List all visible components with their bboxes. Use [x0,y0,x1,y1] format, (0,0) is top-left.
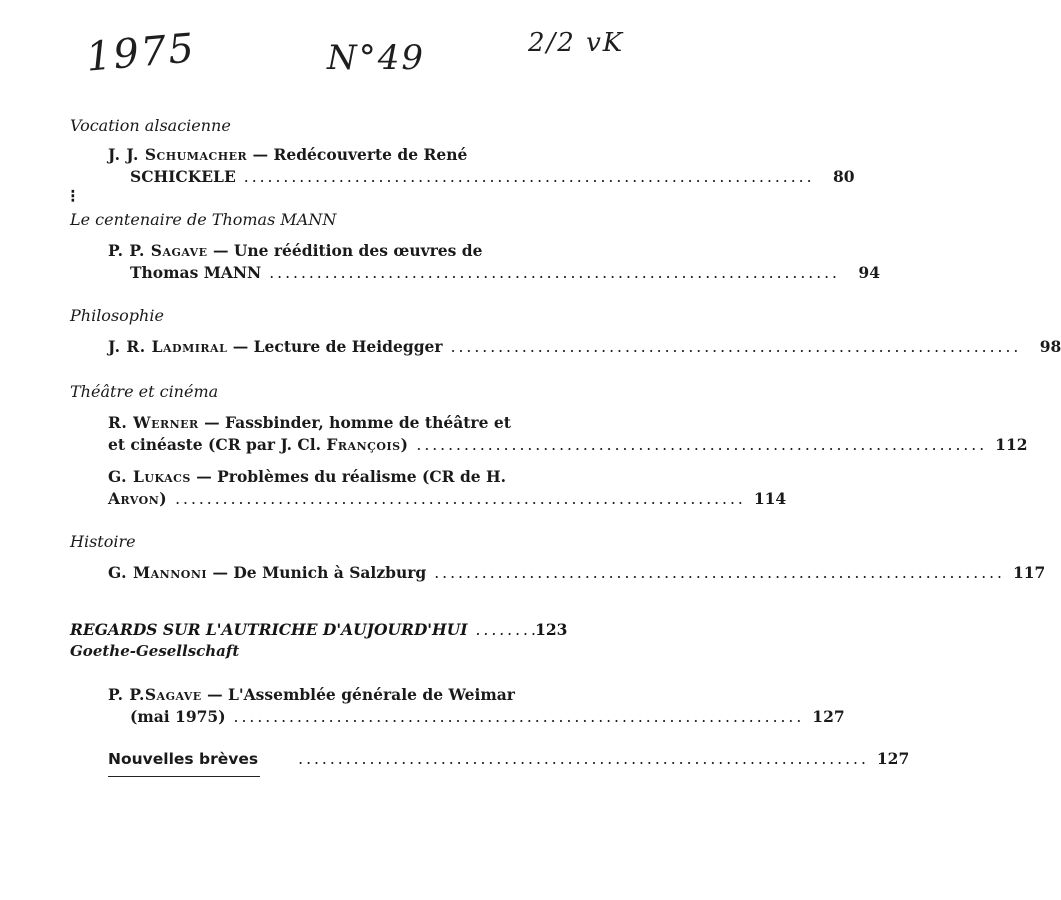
entry-page: 112 [995,435,1028,454]
toc-entry: P. P. Sagave — Une réédition des œuvres de Thomas MANN ........................................................................ 94 [108,241,880,282]
section-heading: Philosophie [70,306,164,325]
entry-author: G. Lukacs [108,467,191,486]
ink-mark: ⁝ [70,186,76,207]
entry-title-cont: (mai 1975) [130,707,226,726]
entry-title-cont: Arvon) [108,489,168,508]
entry-title: — Lecture de Heidegger [232,337,443,356]
entry-title-reviewer: François) [326,435,409,454]
section-heading: Goethe-Gesellschaft [70,642,240,660]
entry-author: R. Werner [108,413,199,432]
entry-title-cont: SCHICKELE [130,167,236,186]
section-heading: Le centenaire de Thomas MANN [70,210,337,229]
entry-title: — De Munich à Salzburg [212,563,427,582]
entry-author: J. R. Ladmiral [108,337,228,356]
handwritten-year: 1975 [84,25,198,81]
toc-entry: J. R. Ladmiral — Lecture de Heidegger ........................................................................ 98 [108,337,1061,356]
entry-title-cont: et cinéaste (CR par J. Cl. [108,435,327,454]
entry-title: — Fassbinder, homme de théâtre et [204,413,511,432]
entry-page: 94 [858,263,880,282]
toc-entry: G. Lukacs — Problèmes du réalisme (CR de H. Arvon) ........................................................................ 114 [108,467,787,508]
entry-page: 127 [812,707,845,726]
entry-page: 127 [876,749,910,768]
toc-entry: R. Werner — Fassbinder, homme de théâtre et et cinéaste (CR par J. Cl. François) ........................................................................ 112 [108,413,1028,454]
toc-entry: J. J. Schumacher — Redécouverte de René SCHICKELE ........................................................................ 80 [108,145,855,186]
entry-page: 117 [1012,563,1046,582]
handwritten-issue-number: N°49 [327,38,426,78]
toc-entry: G. Mannoni — De Munich à Salzburg ........................................................................ 117 [108,563,1046,582]
entry-author: P. P.Sagave [108,685,202,704]
section-heading: Histoire [70,532,136,551]
entry-title: — Une réédition des œuvres de [212,241,483,260]
entry-author: J. J. Schumacher [108,145,248,164]
entry-author: P. P. Sagave [108,241,208,260]
entry-page: 80 [832,167,855,186]
entry-title: Nouvelles brèves [108,750,259,768]
entry-page: 114 [753,489,787,508]
entry-page: 123 [535,620,568,639]
section-heading: Théâtre et cinéma [70,382,219,401]
handwritten-code: 2/2 vK [528,28,625,58]
entry-title: — Problèmes du réalisme (CR de H. [196,467,507,486]
section-heading-caps: REGARDS SUR L'AUTRICHE D'AUJOURD'HUI [70,620,468,639]
entry-author: G. Mannoni [108,563,208,582]
underline-rule [108,776,260,777]
entry-title-cont: Thomas MANN [130,263,262,282]
section-heading: Vocation alsacienne [70,116,231,135]
toc-entry: REGARDS SUR L'AUTRICHE D'AUJOURD'HUI ........ 123 [70,620,568,639]
entry-title: — L'Assemblée générale de Weimar [207,685,515,704]
toc-entry: P. P.Sagave — L'Assemblée générale de Weimar (mai 1975) ........................................................................ 127 [108,685,845,726]
entry-page: 98 [1039,337,1061,356]
toc-entry: Nouvelles brèves ........................................................................ 127 [108,749,910,768]
entry-title: — Redécouverte de René [252,145,468,164]
